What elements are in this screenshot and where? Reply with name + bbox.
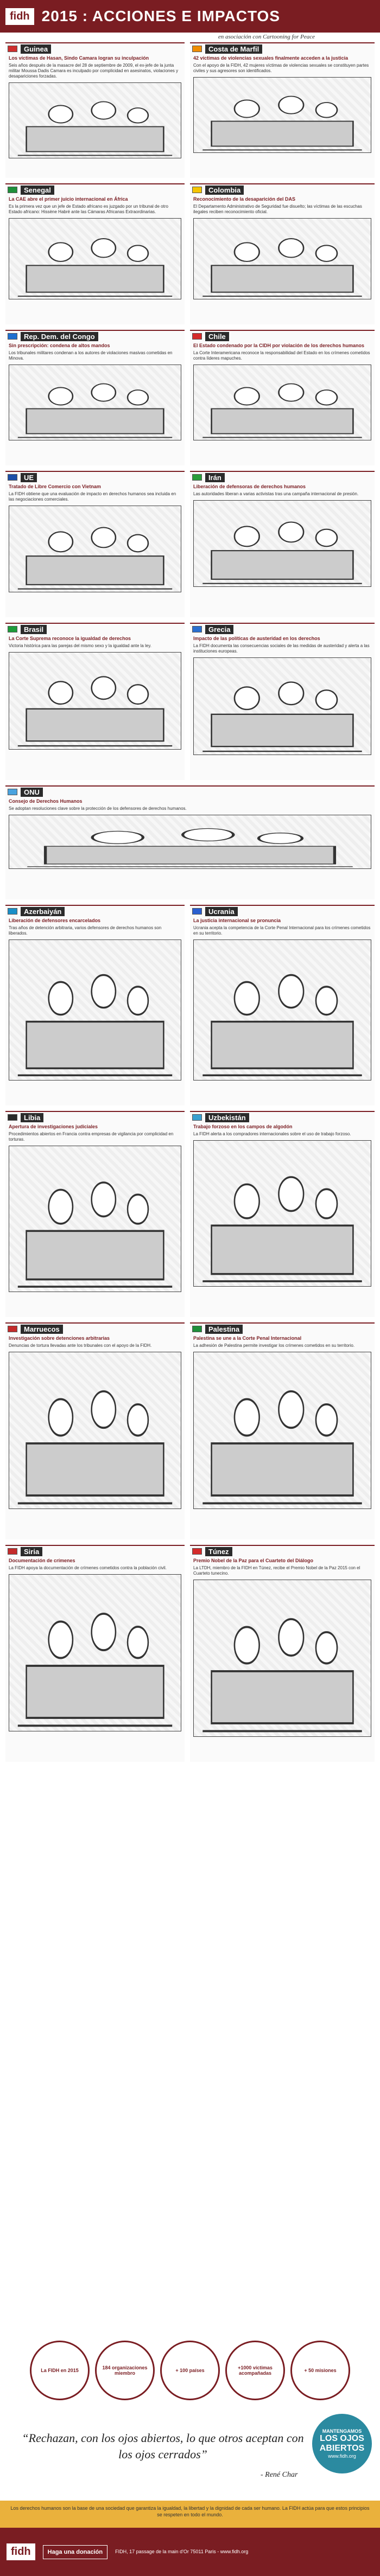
story-lead: Sin prescripción: condena de altos mandos (9, 343, 110, 348)
story-text: Tras años de detención arbitraria, varios defensores de derechos humanos son liberados. (9, 925, 162, 936)
country-bar (190, 624, 375, 635)
prison-illustration (9, 1352, 181, 1509)
page-footer (0, 2528, 380, 2576)
story-lead: El Estado condenado por la CIDH por violación de los derechos humanos (193, 343, 365, 348)
badge-line1: MANTENGAMOS (322, 2428, 362, 2434)
story-text: Es la primera vez que un jefe de Estado africano es juzgado por un tribunal de otro Estado africano: Hissène Habré ante las Cámaras Africanas Extraordinarias. (9, 204, 168, 214)
story-card (190, 471, 375, 617)
flag-icon (192, 1114, 202, 1121)
country-name: Colombia (205, 186, 244, 195)
story-text: La LTDH, miembro de la FIDH en Túnez, recibe el Premio Nobel de la Paz 2015 con el Cuarteto tunecino. (193, 1565, 360, 1576)
story-lead: Consejo de Derechos Humanos (9, 798, 83, 804)
story-lead: Palestina se une a la Corte Penal Internacional (193, 1335, 302, 1341)
assembly-illustration (9, 815, 371, 869)
story-lead: La Corte Suprema reconoce la igualdad de derechos (9, 636, 131, 641)
country-name: Marruecos (21, 1325, 63, 1334)
story-card (5, 785, 375, 899)
story-text: Se adoptan resoluciones clave sobre la protección de los defensores de derechos humanos. (9, 806, 187, 811)
flag-icon (8, 626, 17, 632)
story-lead: La CAE abre el primer juicio internacional en África (9, 196, 128, 202)
chain-illustration (193, 365, 371, 440)
page-header (0, 0, 380, 33)
quote-text: “Rechazan, con los ojos abiertos, lo que otros aceptan con los ojos cerrados” (22, 2431, 304, 2461)
country-bar (5, 1324, 185, 1334)
country-name: Azerbaiyán (21, 907, 65, 916)
story-text: Las autoridades liberan a varias activistas tras una campaña internacional de presión. (193, 491, 359, 496)
page-title: 2015 : ACCIONES E IMPACTOS (41, 8, 281, 24)
flag-icon (192, 908, 202, 915)
country-bar (190, 184, 375, 195)
country-name: Grecia (205, 625, 233, 634)
story-lead: Apertura de investigaciones judiciales (9, 1124, 98, 1129)
story-card (190, 1322, 375, 1539)
country-name: Ucrania (205, 907, 238, 916)
equality-illustration (9, 652, 181, 750)
story-card (190, 1111, 375, 1317)
country-bar (5, 624, 185, 635)
nobel-illustration (193, 1580, 371, 1737)
flag-icon (192, 1326, 202, 1332)
country-bar (5, 472, 185, 483)
story-card (5, 623, 185, 780)
story-lead: Investigación sobre detenciones arbitrarias (9, 1335, 110, 1341)
country-bar (190, 472, 375, 483)
flag-icon (8, 187, 17, 193)
story-lead: La justicia internacional se pronuncia (193, 918, 281, 923)
story-text: La FIDH obtiene que una evaluación de impacto en derechos humanos sea incluida en las negociaciones comerciales. (9, 491, 176, 502)
country-bar (5, 331, 185, 342)
badge-line3: ABIERTOS (319, 2444, 365, 2453)
story-text: El Departamento Administrativo de Seguridad fue disuelto; las víctimas de las escuchas ilegales reciben reconocimiento oficial. (193, 204, 362, 214)
country-bar (190, 1112, 375, 1123)
story-text: La Corte Interamericana reconoce la responsabilidad del Estado en los crímenes cometidos contra líderes mapuches. (193, 350, 370, 361)
country-name: Chile (205, 332, 229, 341)
country-name: Brasil (21, 625, 47, 634)
story-card (190, 1545, 375, 1762)
story-card (190, 42, 375, 178)
story-card (190, 905, 375, 1105)
story-card (5, 42, 185, 178)
flag-icon (192, 474, 202, 481)
stat-circle: +1000 víctimas acompañadas (225, 2341, 285, 2400)
country-name: Senegal (21, 186, 54, 195)
country-name: Siria (21, 1547, 42, 1556)
surveillance-illustration (9, 1146, 181, 1292)
trade-illustration (9, 506, 181, 592)
country-name: Túnez (205, 1547, 232, 1556)
country-name: Costa de Marfil (205, 44, 262, 54)
flag-icon (192, 333, 202, 340)
country-name: ONU (21, 788, 43, 797)
country-name: Rep. Dem. del Congo (21, 332, 98, 341)
country-bar (190, 331, 375, 342)
phone-illustration (193, 218, 371, 299)
flag-icon (192, 1548, 202, 1555)
story-card (5, 1545, 185, 1762)
country-bar (5, 184, 185, 195)
fidh-logo[interactable]: fidh (5, 8, 34, 25)
story-card (5, 183, 185, 324)
flag-icon (8, 1326, 17, 1332)
country-name: Irán (205, 473, 225, 482)
story-text: Seis años después de la masacre del 28 de septiembre de 2009, el ex-jefe de la junta militar Moussa Dadis Camara es inculpado por complicidad en asesinatos, violaciones y desapariciones forzadas. (9, 63, 179, 79)
story-card (5, 471, 185, 617)
court-illustration (9, 218, 181, 299)
footer-strip: Los derechos humanos son la base de una sociedad que garantiza la igualdad, la libertad y la dignidad de cada ser humano. La FIDH actúa para que estos principios se respeten en todo el mundo. (0, 2501, 380, 2528)
flag-icon (8, 46, 17, 52)
country-bar (5, 1112, 185, 1123)
free-illustration (9, 939, 181, 1081)
story-card (190, 330, 375, 465)
page-subtitle: en asociación con Cartooning for Peace (218, 34, 315, 40)
footer-info: FIDH, 17 passage de la main d'Or 75011 Paris - www.fidh.org (115, 2549, 249, 2554)
crowd-illustration (9, 365, 181, 440)
stat-circle: La FIDH en 2015 (30, 2341, 90, 2400)
protest-illustration (193, 939, 371, 1081)
story-card (5, 1322, 185, 1539)
story-card (5, 905, 185, 1105)
flag-icon (8, 908, 17, 915)
story-lead: 42 víctimas de violencias sexuales finalmente acceden a la justicia (193, 55, 349, 61)
country-bar (190, 1546, 375, 1557)
story-card (190, 183, 375, 324)
flag-icon (8, 789, 17, 795)
country-bar (190, 906, 375, 917)
flag-icon (192, 626, 202, 632)
story-text: Denuncias de tortura llevadas ante los tribunales con el apoyo de la FIDH. (9, 1343, 152, 1348)
story-lead: Tratado de Libre Comercio con Vietnam (9, 484, 101, 489)
story-card (5, 1111, 185, 1317)
country-bar (5, 1546, 185, 1557)
story-text: Victoria histórica para las parejas del mismo sexo y la igualdad ante la ley. (9, 643, 151, 648)
quote-author: - René Char (261, 2471, 298, 2479)
story-text: La adhesión de Palestina permite investigar los crímenes cometidos en su territorio. (193, 1343, 355, 1348)
badge-line2: LOS OJOS (320, 2434, 364, 2443)
story-card (5, 330, 185, 465)
story-lead: Trabajo forzoso en los campos de algodón (193, 1124, 293, 1129)
cotton-illustration (193, 1140, 371, 1287)
badge-url[interactable]: www.fidh.org (328, 2453, 356, 2459)
market-illustration (193, 657, 371, 755)
story-lead: Documentación de crímenes (9, 1558, 75, 1563)
flag-icon (8, 333, 17, 340)
workers-illustration (193, 500, 371, 587)
story-lead: Premio Nobel de la Paz para el Cuarteto del Diálogo (193, 1558, 314, 1563)
footer-logo[interactable]: fidh (7, 2543, 35, 2560)
country-name: Guinea (21, 44, 51, 54)
country-bar (5, 906, 185, 917)
country-bar (5, 787, 375, 797)
country-bar (190, 1324, 375, 1334)
flag-icon (8, 474, 17, 481)
story-text: Con el apoyo de la FIDH, 42 mujeres víctimas de violencias sexuales se constituyen partes civiles y sus agresores son identificados. (193, 63, 369, 73)
story-text: Los tribunales militares condenan a los autores de violaciones masivas cometidas en Minova. (9, 350, 173, 361)
stadium-illustration (9, 82, 181, 158)
country-name: UE (21, 473, 37, 482)
eyes-open-badge[interactable] (312, 2414, 372, 2473)
story-lead: Impacto de las políticas de austeridad en los derechos (193, 636, 320, 641)
story-text: Ucrania acepta la competencia de la Corte Penal Internacional para los crímenes cometidos en su territorio. (193, 925, 371, 936)
story-text: Procedimientos abiertos en Francia contra empresas de vigilancia por complicidad en torturas. (9, 1132, 174, 1142)
story-text: La FIDH alerta a los compradores internacionales sobre el uso de trabajo forzoso. (193, 1132, 351, 1136)
story-lead: Liberación de defensores encarcelados (9, 918, 101, 923)
palestine-illustration (193, 1352, 371, 1509)
flag-icon (8, 1114, 17, 1121)
stat-circle: + 100 países (160, 2341, 220, 2400)
war-illustration (9, 1574, 181, 1731)
portrait-illustration (193, 77, 371, 153)
story-text: La FIDH apoya la documentación de crímenes cometidos contra la población civil. (9, 1565, 167, 1570)
country-name: Libia (21, 1113, 43, 1122)
country-name: Uzbekistán (205, 1113, 249, 1122)
story-lead: Los víctimas de Hasan, Sindo Camara logran su inculpación (9, 55, 149, 61)
story-card (190, 623, 375, 780)
country-bar (190, 43, 375, 54)
flag-icon (8, 1548, 17, 1555)
stat-circle: + 50 misiones (290, 2341, 350, 2400)
story-text: La FIDH documenta las consecuencias sociales de las medidas de austeridad y alerta a las instituciones europeas. (193, 643, 370, 654)
story-lead: Reconocimiento de la desaparición del DAS (193, 196, 296, 202)
country-name: Palestina (205, 1325, 243, 1334)
country-bar (5, 43, 185, 54)
flag-icon (192, 46, 202, 52)
flag-icon (192, 187, 202, 193)
donate-button[interactable]: Haga una donación (43, 2545, 107, 2559)
stats-row (5, 2332, 375, 2408)
stat-circle: 184 organizaciones miembro (95, 2341, 155, 2400)
story-lead: Liberación de defensoras de derechos humanos (193, 484, 306, 489)
